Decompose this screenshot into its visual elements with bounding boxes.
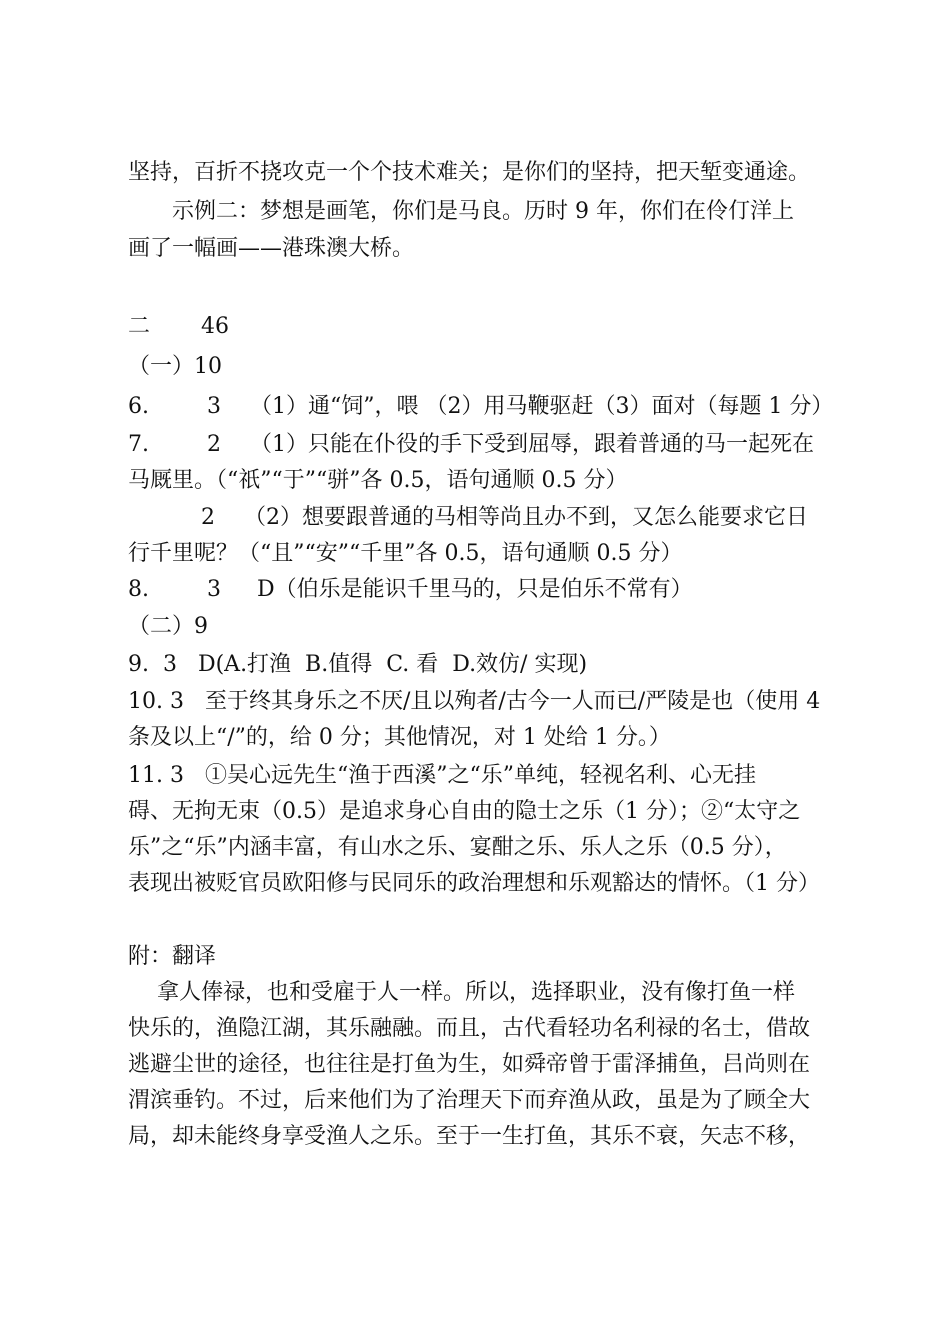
answer-line: 7. 2 （1）只能在仆役的手下受到屈辱，跟着普通的马一起死在 [128,432,814,457]
text-line: 画了一幅画——港珠澳大桥。 [128,236,415,261]
translation-line: 渭滨垂钓。不过，后来他们为了治理天下而弃渔从政，虽是为了顾全大 [128,1088,811,1113]
answer-line: 表现出被贬官员欧阳修与民同乐的政治理想和乐观豁达的情怀。（1 分） [128,871,820,896]
translation-line: 局，却未能终身享受渔人之乐。至于一生打鱼，其乐不衰，矢志不移， [128,1124,811,1149]
answer-line: 6. 3 （1）通“饲”，喂 （2）用马鞭驱赶（3）面对（每题 1 分） [128,394,834,419]
text-line: 坚持，百折不挠攻克一个个技术难关；是你们的坚持，把天堑变通途。 [128,160,811,185]
appendix-heading: 附：翻译 [128,944,217,969]
subsection-heading: （二）9 [128,614,208,639]
answer-line: 9. 3 D(A.打渔 B.值得 C. 看 D.效仿/ 实现) [128,652,588,677]
answer-line: 马厩里。（“祇”“于”“骈”各 0.5，语句通顺 0.5 分） [128,468,628,493]
answer-line: 10. 3 至于终其身乐之不厌/且以殉者/古今一人而已/严陵是也（使用 4 [128,689,821,714]
text-line: 示例二：梦想是画笔，你们是马良。历时 9 年，你们在伶仃洋上 [128,199,794,224]
answer-line: 乐”之“乐”内涵丰富，有山水之乐、宴酣之乐、乐人之乐（0.5 分）， [128,835,787,860]
answer-line: 行千里呢？（“且”“安”“千里”各 0.5，语句通顺 0.5 分） [128,541,683,566]
translation-line: 拿人俸禄，也和受雇于人一样。所以，选择职业，没有像打鱼一样 [128,980,795,1005]
section-heading: 二 46 [128,314,229,339]
subsection-heading: （一）10 [128,354,222,379]
answer-line: 2 （2）想要跟普通的马相等尚且办不到，又怎么能要求它日 [128,505,808,530]
translation-line: 逃避尘世的途径，也往往是打鱼为生，如舜帝曾于雷泽捕鱼，吕尚则在 [128,1052,811,1077]
translation-line: 快乐的，渔隐江湖，其乐融融。而且，古代看轻功名利禄的名士，借故 [128,1016,811,1041]
answer-line: 条及以上“/”的，给 0 分；其他情况，对 1 处给 1 分。） [128,725,671,750]
answer-line: 8. 3 D（伯乐是能识千里马的，只是伯乐不常有） [128,577,693,602]
answer-line: 11. 3 ①吴心远先生“渔于西溪”之“乐”单纯，轻视名利、心无挂 [128,763,756,788]
answer-line: 碍、无拘无束（0.5）是追求身心自由的隐士之乐（1 分）；②“太守之 [128,799,801,824]
